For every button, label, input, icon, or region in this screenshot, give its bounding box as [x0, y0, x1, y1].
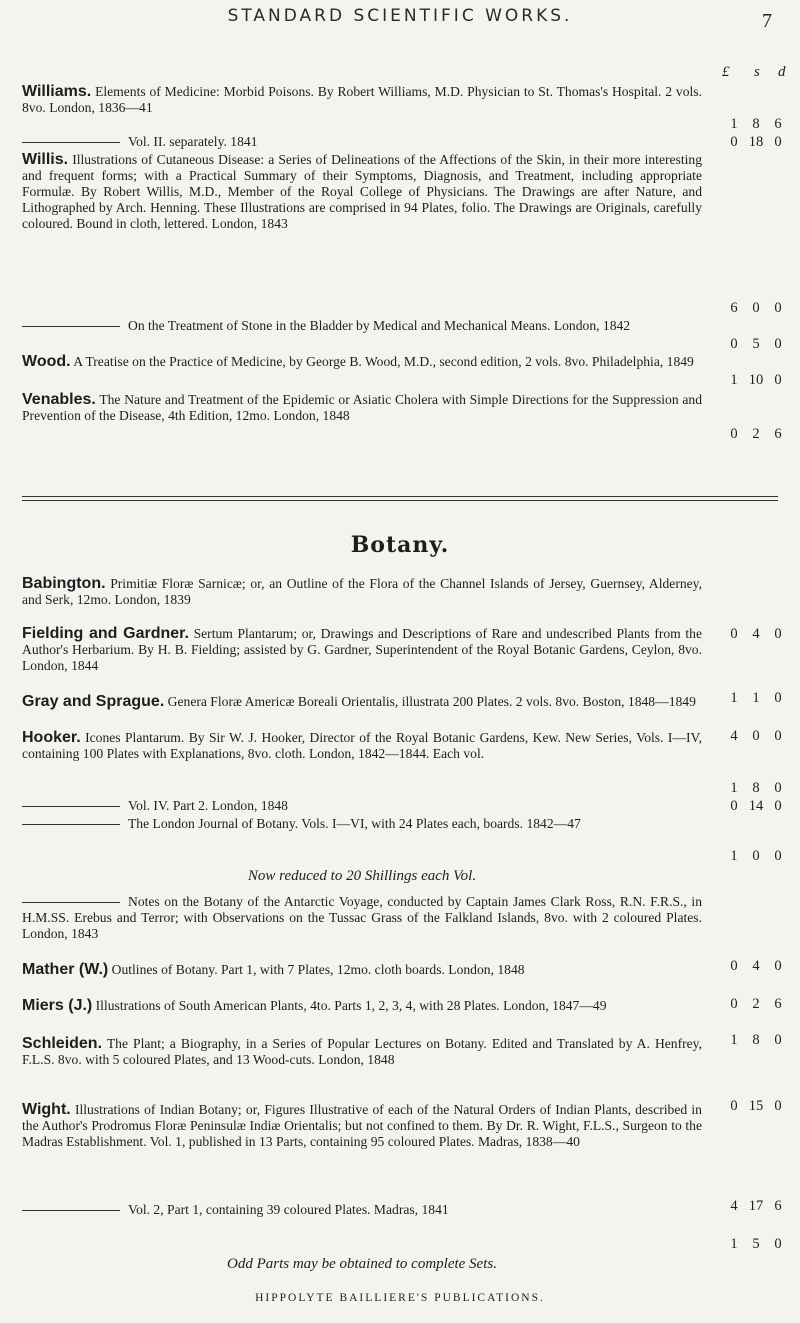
- ditto-dash: [22, 902, 120, 903]
- entry-miers: [22, 998, 702, 1014]
- entry-text: Primitiæ Floræ Sarnicæ; or, an Outline of the Flora of the Channel Islands of Jersey, Guernsey, Alderney, and Serk, 12mo. London, 1839: [22, 576, 702, 607]
- entry-text: Elements of Medicine: Morbid Poisons. By Robert Williams, M.D. Physician to St. Thomas's Hospital. 2 vols. 8vo. London, 1836—41: [22, 84, 702, 115]
- entry-willis-stone: [22, 318, 702, 334]
- author-name: Babington.: [22, 575, 106, 592]
- entry-text: Vol. IV. Part 2. London, 1848: [128, 798, 288, 813]
- author-name: Wight.: [22, 1101, 71, 1118]
- ditto-dash: [22, 326, 120, 327]
- shillings-symbol: s: [754, 64, 760, 80]
- section-title: Botany.: [350, 532, 450, 558]
- entry-gray-sprague: [22, 694, 702, 710]
- catalogue-page: STANDARD SCIENTIFIC WORKS. 7 £ s d Williams. Elements of Medicine: Morbid Poisons. By Robert Williams, M.D. Physician to St. Thomas's Hospital. 2 vols. 8vo. London, 1836—41 1 8 6 Vol. II. separately. 1841 0 18 0 Willis. Illustrations of Cutaneous Disease: a Series of Delineations of the Affections of the Skin, in their more interesting and frequent forms; with a Practical Summary of their Symptoms, Diagnosis, and Treatment, including appropriate Formulæ. By Robert Willis, M.D., Member of the Royal College of Physicians. The Drawings are after Nature, and Lithographed by Arch. Henning. These Illustrations are comprised in 94 Plates, folio. The Drawings are Originals, carefully coloured. Bound in cloth, lettered. London, 1843 6 0 0 On the Treatment of Stone in the Bladder by Medical and Mechanical Means. London, 1842 0 5 0 Wood. A Treatise on the Practice of Medicine, by George B. Wood, M.D., second edition, 2 vols. 8vo. Philadelphia, 1849 1 10 0 Venables. The Nature and Treatment of the Epidemic or Asiatic Cholera with Simple Directions for the Suppression and Prevention of the Disease, 4th Edition, 12mo. London, 1848 0 2 6 Botany. Babington. Primitiæ Floræ Sarnicæ; or, an Outline of the Flora of the Channel Islands of Jersey, Guernsey, Alderney, and Serk, 12mo. London, 1839 0 4 0 Fielding and Gardner. Sertum Plantarum; or, Drawings and Descriptions of Rare and undescribed Plants from the Author's Herbarium. By H. B. Fielding; assisted by G. Gardner, Superintendent of the Royal Botanic Gardens, Ceylon, 8vo. London, 1844 1 1 0 Gray and Sprague. Genera Floræ Americæ Boreali Orientalis, illustrata 200 Plates. 2 vols. 8vo. Boston, 1848—1849 4 0 0 Hooker. Icones Plantarum. By Sir W. J. Hooker, Director of the Royal Botanic Gardens, Kew. New Series, Vols. I—IV, containing 100 Plates with Explanations, 8vo. cloth. London, 1842—1844. Each vol. 1 8 0 Vol. IV. Part 2. London, 1848 0 14 0 The London Journal of Botany. Vols. I—VI, with 24 Plates each, boards. 1842—47 1 0 0 Now reduced to 20 Shillings each Vol. Notes on the Botany of the Antarctic Voyage, conducted by Captain James Clark Ross, R.N. F.R.S., in H.M.SS. Erebus and Terror; with Observations on the Tussac Grass of the Falkland Islands, 8vo. with 2 coloured Plates. London, 1843 0 4 0 Mather (W.) Outlines of Botany. Part 1, with 7 Plates, 12mo. cloth boards. London, 1848 0 2 6 Miers (J.) Illustrations of South American Plants, 4to. Parts 1, 2, 3, 4, with 28 Plates. London, 1847—49 1 8 0 Schleiden. The Plant; a Biography, in a Series of Popular Lectures on Botany. Edited and Translated by A. Henfrey, F.L.S. 8vo. with 5 coloured Plates, and 13 Wood-cuts. London, 1848 0 15 0 Wight. Illustrations of Indian Botany; or, Figures Illustrative of each of the Natural Orders of Indian Plants, described in the Author's Prodromus Floræ Peninsulæ Indiæ Orientalis; but not confined to them. By Dr. R. Wight, F.L.S., Surgeon to the Madras Establishment. Vol. 1, published in 13 Parts, containing 95 coloured Plates. Madras, 1838—40 4 17 6 Vol. 2, Part 1, containing 39 coloured Plates. Madras, 1841 1 5 0 Odd Parts may be obtained to complete Sets. HIPPOLYTE BAILLIERE'S PUBLICATIONS.: [0, 0, 800, 1323]
- entry-hooker: [22, 730, 702, 762]
- entry-text: Illustrations of Indian Botany; or, Figures Illustrative of each of the Natural Orders of Indian Plants, described in the Author's Prodromus Floræ Peninsulæ Indiæ Orientalis; but not confined to them. By Dr. R. Wight, F.L.S., Surgeon to the Madras Establishment. Vol. 1, published in 13 Parts, containing 95 coloured Plates. Madras, 1838—40: [22, 1102, 702, 1149]
- pence-symbol: d: [778, 64, 786, 80]
- entry-willis: [22, 152, 702, 232]
- running-head: STANDARD SCIENTIFIC WORKS.: [227, 6, 573, 26]
- entry-fielding-gardner: [22, 626, 702, 674]
- section-divider: [22, 496, 778, 501]
- entry-text: Illustrations of Cutaneous Disease: a Series of Delineations of the Affections of the Skin, in their more interesting and frequent forms; with a Practical Summary of their Symptoms, Diagnosis, and Treatment, including appropriate Formulæ. By Robert Willis, M.D., Member of the Royal College of Physicians. The Drawings are after Nature, and Lithographed by Arch. Henning. These Illustrations are comprised in 94 Plates, folio. The Drawings are Originals, carefully coloured. Bound in cloth, lettered. London, 1843: [22, 152, 702, 231]
- entry-text: The London Journal of Botany. Vols. I—VI, with 24 Plates each, boards. 1842—47: [128, 816, 581, 831]
- ditto-dash: [22, 142, 120, 143]
- pounds-symbol: £: [722, 64, 730, 80]
- entry-babington: [22, 576, 702, 608]
- page-number: 7: [762, 10, 772, 32]
- entry-schleiden: [22, 1036, 702, 1068]
- entry-text: On the Treatment of Stone in the Bladder by Medical and Mechanical Means. London, 1842: [128, 318, 631, 333]
- author-name: Wood.: [22, 353, 71, 370]
- author-name: Fielding and Gardner.: [22, 625, 189, 642]
- entry-mather: [22, 962, 702, 978]
- author-name: Willis.: [22, 151, 69, 168]
- ditto-dash: [22, 1210, 120, 1211]
- entry-text: Sertum Plantarum; or, Drawings and Descriptions of Rare and undescribed Plants from the Author's Herbarium. By H. B. Fielding; assisted by G. Gardner, Superintendent of the Royal Botanic Gardens, Ceylon, 8vo. London, 1844: [22, 626, 702, 673]
- author-name: Miers (J.): [22, 997, 93, 1014]
- publisher-footer: HIPPOLYTE BAILLIERE'S PUBLICATIONS.: [255, 1292, 545, 1304]
- entry-hooker-vol4: [22, 798, 702, 814]
- entry-text: A Treatise on the Practice of Medicine, by George B. Wood, M.D., second edition, 2 vols. 8vo. Philadelphia, 1849: [73, 354, 694, 369]
- entry-text: Vol. 2, Part 1, containing 39 coloured Plates. Madras, 1841: [128, 1202, 449, 1217]
- author-name: Hooker.: [22, 729, 81, 746]
- entry-williams-vol2: [22, 134, 702, 150]
- entry-wight: [22, 1102, 702, 1150]
- ditto-dash: [22, 806, 120, 807]
- author-name: Mather (W.): [22, 961, 109, 978]
- entry-text: Genera Floræ Americæ Boreali Orientalis, illustrata 200 Plates. 2 vols. 8vo. Boston, 1848—1849: [167, 694, 696, 709]
- entry-venables: [22, 392, 702, 424]
- ditto-dash: [22, 824, 120, 825]
- entry-text: The Nature and Treatment of the Epidemic or Asiatic Cholera with Simple Directions for the Suppression and Prevention of the Disease, 4th Edition, 12mo. London, 1848: [22, 392, 702, 423]
- reduction-note: Now reduced to 20 Shillings each Vol.: [247, 868, 477, 884]
- entry-text: Notes on the Botany of the Antarctic Voyage, conducted by Captain James Clark Ross, R.N. F.R.S., in H.M.SS. Erebus and Terror; with Observations on the Tussac Grass of the Falkland Islands, 8vo. with 2 coloured Plates. London, 1843: [22, 894, 702, 941]
- entry-text: Illustrations of South American Plants, 4to. Parts 1, 2, 3, 4, with 28 Plates. London, 1847—49: [95, 998, 607, 1013]
- author-name: Gray and Sprague.: [22, 693, 165, 710]
- entry-text: Outlines of Botany. Part 1, with 7 Plates, 12mo. cloth boards. London, 1848: [111, 962, 525, 977]
- entry-wight-vol2: [22, 1202, 702, 1218]
- entry-text: Vol. II. separately. 1841: [128, 134, 258, 149]
- closing-note: Odd Parts may be obtained to complete Sets.: [227, 1256, 497, 1272]
- entry-williams: [22, 84, 702, 116]
- entry-wood: [22, 354, 702, 370]
- entry-antarctic-notes: [22, 894, 702, 942]
- entry-london-journal: [22, 816, 702, 832]
- author-name: Williams.: [22, 83, 92, 100]
- entry-text: Icones Plantarum. By Sir W. J. Hooker, Director of the Royal Botanic Gardens, Kew. New Series, Vols. I—IV, containing 100 Plates with Explanations, 8vo. cloth. London, 1842—1844. Each vol.: [22, 730, 702, 761]
- entry-text: The Plant; a Biography, in a Series of Popular Lectures on Botany. Edited and Translated by A. Henfrey, F.L.S. 8vo. with 5 coloured Plates, and 13 Wood-cuts. London, 1848: [22, 1036, 702, 1067]
- author-name: Schleiden.: [22, 1035, 103, 1052]
- author-name: Venables.: [22, 391, 96, 408]
